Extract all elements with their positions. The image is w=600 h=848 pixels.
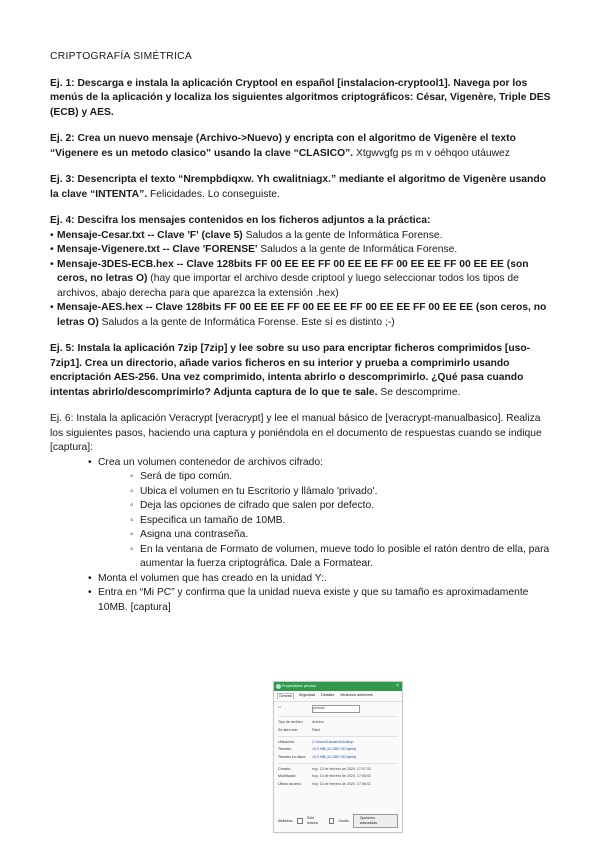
prop-value: Archivo: [312, 720, 324, 724]
prop-key: Tamaño:: [278, 747, 292, 752]
prop-key: Creado:: [278, 766, 291, 771]
exercise-4-heading: Ej. 4: Descifra los mensajes contenidos en los ficheros adjuntos a la práctica:: [50, 215, 431, 226]
prop-row: [278, 747, 398, 752]
exercise-4-item: [50, 258, 556, 302]
prop-value: C:\Users\Usuario\Desktop: [312, 739, 354, 744]
prop-key: Tipo de archivo:: [278, 720, 304, 724]
properties-dialog-screenshot: [273, 681, 403, 833]
prop-row: [278, 767, 398, 772]
exercise-6: [50, 412, 556, 615]
exercise-4: [50, 214, 556, 330]
file-icon: ▭: [278, 705, 282, 709]
readonly-checkbox: [297, 818, 303, 824]
prop-key: Último acceso:: [278, 781, 302, 786]
divider: [278, 716, 398, 717]
exercise-5: [50, 342, 556, 400]
exercise-6-steps: [50, 456, 556, 616]
substep-list: [98, 470, 556, 572]
page-title: CRIPTOGRAFÍA SIMÉTRICA: [50, 51, 193, 62]
prop-row: [278, 728, 398, 733]
prop-row: [278, 720, 398, 725]
exercise-2-question: Ej. 2: Crea un nuevo mensaje (Archivo->Nuevo) y encripta con el algoritmo de Vigenère el texto “Vigenere es un metodo clasico” usando la clave “CLASICO”.: [50, 133, 516, 159]
item-key: Mensaje-AES.hex -- Clave 128bits FF 00 EE EE FF 00 EE EE FF 00 EE EE FF 00 EE EE (son ceros, no letras O): [57, 302, 547, 328]
name-field: [312, 705, 360, 713]
divider: [278, 736, 398, 737]
name-value: privado: [313, 706, 325, 710]
dialog-titlebar: [274, 682, 402, 691]
attributes-row: [278, 814, 398, 828]
tab-previous-versions: Versiones anteriores: [340, 693, 373, 697]
exercise-3: [50, 173, 556, 202]
exercise-5-question: Ej. 5: Instala la aplicación 7zip [7zip] y lee sobre su uso para encriptar ficheros comprimidos [uso-7zip1]. Crea un directorio, añade varios ficheros en su interior y prueba a comprimirlo usando encriptación AES-256. Una vez comprimido, intenta abrirlo o descomprimirlo. ¿Qué pasa cuando intentas abrirlo/descomprimirlo? Adjunta captura de lo que te sale.: [50, 343, 531, 398]
exercise-5-answer: Se descomprime.: [377, 386, 461, 398]
item-result: (hay que importar el archivo desde criptool y luego seleccionar todos los tipos de archivos, abajo derecha para que aparezca la extensión .hex): [57, 273, 519, 299]
item-key: Mensaje-Vigenere.txt -- Clave 'FORENSE': [57, 244, 258, 255]
tab-general: General: [279, 694, 292, 698]
dialog-tabs: [274, 691, 402, 702]
prop-value: hoy, 13 de febrero de 2020, 17:08:02: [312, 781, 371, 786]
dialog-body: [274, 702, 402, 793]
prop-value: Paint: [312, 727, 321, 732]
hidden-label: Oculto: [338, 818, 349, 823]
prop-value: 10,0 MB (10.485.760 bytes): [312, 747, 357, 752]
item-result: Saludos a la gente de Informática Forense.: [242, 229, 443, 241]
prop-key: Modificado:: [278, 774, 297, 779]
substep-item: ◦ Asigna una contraseña.: [132, 528, 556, 543]
prop-row: [278, 774, 398, 779]
prop-row: [278, 740, 398, 745]
substep-item: ◦ Especifica un tamaño de 10MB.: [132, 514, 556, 529]
readonly-label: Sólo lectura: [306, 816, 318, 825]
exercise-3-question: Ej. 3: Desencripta el texto “Nrempbdiqxw. Yh cwalitniagx.” mediante el algoritmo de Vigenère usando la clave “INTENTA”.: [50, 174, 546, 200]
prop-row: [278, 755, 398, 760]
item-result: Saludos a la gente de Informática Forense.: [257, 244, 458, 255]
prop-value: hoy, 13 de febrero de 2020, 17:08:02: [312, 774, 371, 779]
step-item: • Entra en “Mi PC” y confirma que la unidad nueva existe y que su tamaño es aproximadamente 10MB. [captura]: [90, 586, 556, 615]
exercise-1: Ej. 1: Descarga e instala la aplicación Cryptool en español [instalacion-cryptool1]. Navega por los menús de la aplicación y localiza los siguientes algoritmos criptográficos: César, Vigenère, Triple DES (ECB) y AES.: [50, 77, 551, 118]
item-key: Mensaje-3DES-ECB.hex -- Clave 128bits FF 00 EE EE FF 00 EE EE FF 00 EE EE FF 00 EE EE (son ceros, no letras O): [57, 258, 529, 284]
attributes-label: Atributos:: [278, 818, 294, 823]
prop-row: [278, 782, 398, 787]
dialog-title: Propiedades: privado: [282, 684, 316, 688]
close-icon: ×: [396, 683, 399, 689]
exercise-4-item: [50, 243, 556, 258]
prop-key: Ubicación:: [278, 739, 295, 744]
prop-key: Tamaño en disco:: [278, 754, 307, 759]
exercise-4-item: [50, 301, 556, 330]
step-text: Crea un volumen contenedor de archivos cifrado:: [98, 456, 323, 468]
exercise-2: [50, 132, 556, 161]
tab-security: Seguridad: [298, 693, 316, 697]
substep-item: ◦ Deja las opciones de cifrado que salen por defecto.: [132, 499, 556, 514]
substep-item: ◦ Será de tipo común.: [132, 470, 556, 485]
divider: [278, 763, 398, 764]
step-item: [90, 456, 556, 572]
name-row: [278, 705, 398, 713]
document-body: [50, 50, 556, 615]
exercise-6-intro: Ej. 6: Instala la aplicación Veracrypt [veracrypt] y lee el manual básico de [veracrypt-manualbasico]. Realiza los siguientes pasos, haciendo una captura y poniéndola en el documento de respuestas cuando se indique [captura]:: [50, 413, 542, 453]
tab-details: Detalles: [321, 693, 335, 697]
prop-value: 10,0 MB (10.485.760 bytes): [312, 754, 357, 759]
step-item: • Monta el volumen que has creado en la unidad Y:.: [90, 572, 556, 587]
exercise-3-answer: Felicidades. Lo conseguiste.: [147, 188, 280, 200]
prop-value: hoy, 13 de febrero de 2020, 17:07:33: [312, 766, 371, 771]
substep-item: ◦ En la ventana de Formato de volumen, mueve todo lo posible el ratón dentro de ella, para aumentar la fuerza criptográfica. Dale a Formatear.: [132, 543, 556, 572]
volume-icon: [276, 684, 281, 689]
prop-key: Se abre con:: [278, 727, 299, 732]
exercise-2-answer: Xtgwvgfg ps m v oéhqoo utáuwez: [353, 147, 510, 159]
exercise-4-item: [50, 229, 556, 244]
item-key: Mensaje-Cesar.txt -- Clave 'F' (clave 5): [57, 229, 243, 241]
item-result: Saludos a la gente de Informática Forense. Este sí es distinto ;-): [98, 316, 395, 328]
hidden-checkbox: [329, 818, 335, 824]
substep-item: ◦ Ubica el volumen en tu Escritorio y llámalo 'privado'.: [132, 485, 556, 500]
advanced-options-button: Opciones avanzadas: [353, 814, 398, 828]
